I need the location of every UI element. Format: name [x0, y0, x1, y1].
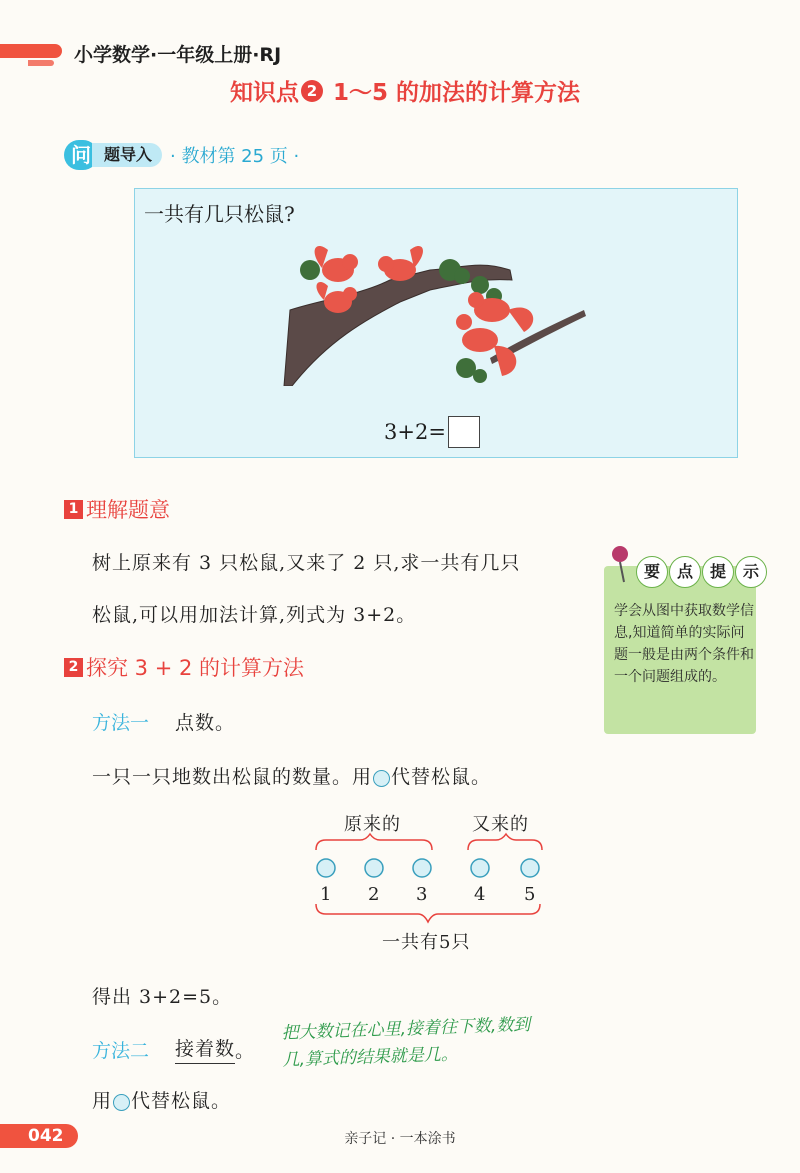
question-equation	[384, 416, 480, 448]
tip-char: 提	[702, 556, 734, 588]
section-2-title: 探究 3 + 2 的计算方法	[86, 656, 305, 680]
problem-intro-tag	[64, 140, 299, 170]
key-tip-text: 学会从图中获取数学信息,知道简单的实际问题一般是由两个条件和一个问题组成的。	[614, 603, 754, 685]
handwritten-note: 把大数记在心里,接着往下数,数到几,算式的结果就是几。	[281, 1014, 531, 1071]
counting-diagram	[300, 806, 560, 956]
counter-circle	[317, 859, 335, 877]
section-1-line-1: 树上原来有 3 只松鼠,又来了 2 只,求一共有几只	[92, 552, 521, 574]
footer-brand: 亲子记 · 一本涂书	[344, 1131, 456, 1147]
circle-icon	[373, 770, 390, 787]
section-1-number: 1	[64, 500, 83, 519]
method-1-label: 方法一	[92, 712, 150, 734]
page-number: 042	[28, 1126, 64, 1146]
method-2-desc-after: 代替松鼠。	[131, 1090, 232, 1112]
tip-char: 点	[669, 556, 701, 588]
counter-circle	[521, 859, 539, 877]
pushpin-icon	[608, 544, 632, 584]
section-2-number: 2	[64, 658, 83, 677]
method-2-heading	[92, 1034, 255, 1064]
equation-text: 3+2=	[384, 420, 446, 444]
header-decoration-small	[28, 60, 54, 66]
method-2-description	[92, 1086, 231, 1113]
section-1-title: 理解题意	[86, 498, 170, 522]
header-decoration	[0, 44, 62, 58]
method-1-result: 得出 3+2=5。	[92, 986, 233, 1008]
method-1-heading	[92, 708, 235, 735]
total-label: 一共有5只	[382, 932, 471, 953]
knowledge-point-title	[230, 74, 580, 107]
intro-banner: 题导入	[92, 143, 162, 167]
counter-circle	[413, 859, 431, 877]
textbook-reference: · 教材第 25 页 ·	[170, 146, 300, 167]
knowledge-topic: 1～5 的加法的计算方法	[333, 80, 581, 106]
section-1-header	[64, 494, 170, 524]
tip-char: 要	[636, 556, 668, 588]
method-2-name-suffix: 。	[235, 1039, 256, 1062]
question-text: 一共有几只松鼠?	[144, 202, 295, 226]
key-tip-title	[636, 556, 768, 588]
tip-char: 示	[735, 556, 767, 588]
circle-icon	[113, 1094, 130, 1111]
method-1-desc-before: 一只一只地数出松鼠的数量。用	[92, 766, 373, 788]
squirrels-on-branch-illustration	[280, 240, 592, 386]
method-2-desc-before: 用	[92, 1090, 113, 1112]
counter-circle	[471, 859, 489, 877]
method-1-description	[92, 762, 491, 789]
counter-circle	[365, 859, 383, 877]
section-2-header	[64, 652, 304, 682]
method-2-name[interactable]: 接着数	[175, 1034, 235, 1064]
count-number: 2	[368, 884, 381, 905]
answer-box[interactable]	[448, 416, 480, 448]
count-number: 1	[320, 884, 333, 905]
method-2-label: 方法二	[92, 1039, 150, 1062]
section-1-line-2: 松鼠,可以用加法计算,列式为 3+2。	[92, 604, 417, 626]
count-number: 3	[416, 884, 429, 905]
original-group-label: 原来的	[344, 814, 401, 835]
knowledge-number-badge: 2	[301, 80, 323, 102]
method-1-name: 点数。	[175, 712, 236, 734]
count-number: 5	[524, 884, 537, 905]
method-1-desc-after: 代替松鼠。	[391, 766, 492, 788]
count-number: 4	[474, 884, 487, 905]
book-title: 小学数学·一年级上册·RJ	[74, 44, 282, 66]
question-bubble-icon: 问	[64, 140, 98, 170]
knowledge-label: 知识点	[230, 80, 299, 106]
new-group-label: 又来的	[472, 814, 529, 835]
